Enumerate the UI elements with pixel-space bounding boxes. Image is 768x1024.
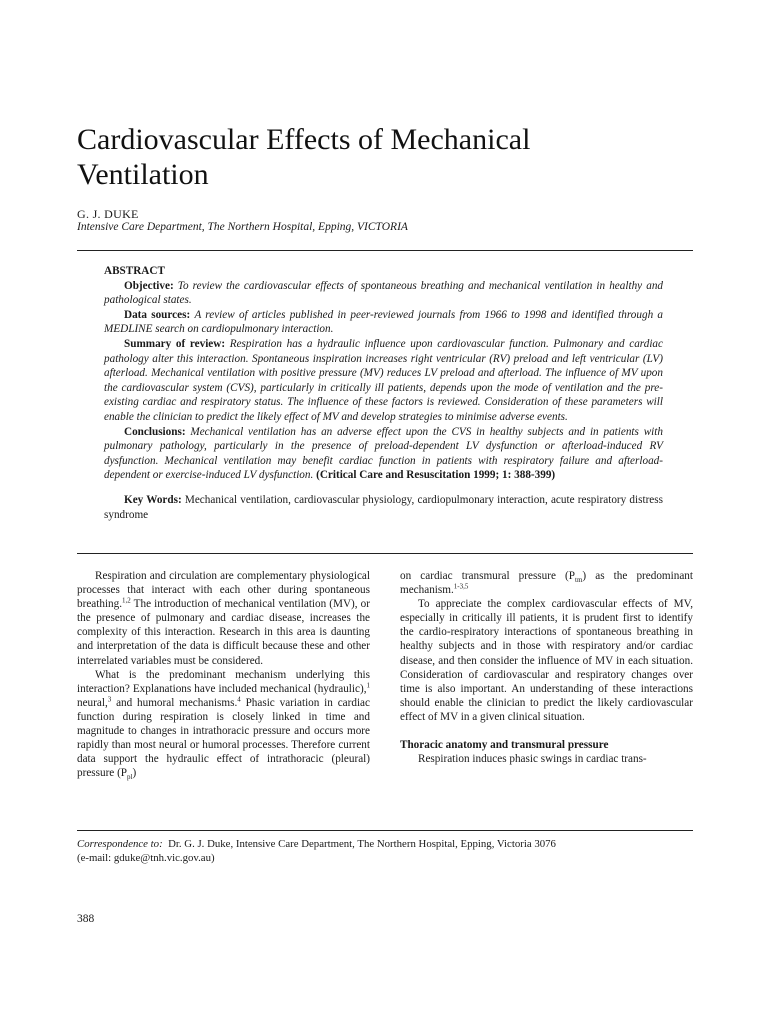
correspondence-text: Dr. G. J. Duke, Intensive Care Department, The Northern Hospital, Epping, Victoria 3076	[168, 838, 556, 850]
correspondence-label: Correspondence to:	[77, 838, 163, 850]
title-line-2: Ventilation	[77, 158, 209, 191]
data-sources-label: Data sources:	[124, 308, 191, 321]
abstract-objective	[104, 279, 663, 308]
pressure-subscript: tm	[575, 576, 583, 585]
left-p2-text-c: and humoral mechanisms.	[111, 696, 238, 709]
section-heading: Thoracic anatomy and transmural pressure	[400, 739, 609, 752]
right-p1-text-cont: ) as the predominant mechanism.	[400, 570, 693, 597]
correspondence-line	[77, 837, 693, 851]
top-divider	[77, 250, 693, 251]
objective-label: Objective:	[124, 279, 174, 292]
abstract-data-sources	[104, 308, 663, 337]
abstract-keywords	[104, 493, 663, 522]
left-p2-text: What is the predominant mechanism underlying this interaction? Explanations have included mechanical (hydraulic),	[77, 668, 370, 695]
objective-text: To review the cardiovascular effects of spontaneous breathing and mechanical ventilation in healthy and pathological states.	[104, 279, 664, 307]
abstract-block	[104, 264, 663, 522]
page-number: 388	[77, 913, 95, 925]
summary-label: Summary of review:	[124, 337, 226, 350]
left-p1-text-cont: The introduction of mechanical ventilation (MV), or the presence of pulmonary and cardiac disease, increases the complexity of this interaction. Research in this area is daunting and interpretation of the data is difficult because these and other interrelated variables must be considered.	[77, 598, 370, 667]
reference-superscript: 1-3,5	[453, 582, 469, 591]
title-line-1: Cardiovascular Effects of Mechanical	[77, 123, 531, 156]
reference-superscript: 1	[366, 681, 370, 690]
left-paragraph-2	[77, 668, 370, 781]
citation: (Critical Care and Resuscitation 1999; 1: 388-399)	[316, 469, 556, 482]
right-p1-text: on cardiac transmural pressure (P	[400, 570, 575, 582]
left-p1-text: Respiration and circulation are complementary physiological processes that interact with each other during spontaneous breathing.	[77, 570, 370, 611]
abstract-conclusions	[104, 425, 663, 483]
pressure-subscript: pl	[127, 773, 133, 782]
right-paragraph-2: To appreciate the complex cardiovascular effects of MV, especially in critically ill patients, it is prudent first to identify the cardio-respiratory interactions of spontaneous breathing in healthy subjects and in those with respiratory and/or cardiac disease, and then consider the influence of MV in each situation. Consideration of cardiovascular and respiratory changes over time is also important. An understanding of these interactions should enable the clinician to predict the likely cardiovascular effect of MV in a given clinical situation.	[400, 598, 693, 723]
conclusions-text: Mechanical ventilation has an adverse effect upon the CVS in healthy subjects and in patients with pulmonary pathology, particularly in the presence of preload-dependent LV dysfunction or afterload-induced RV dysfunction. Mechanical ventilation may benefit cardiac function in patients with respiratory failure and afterload-dependent or exercise-induced LV dysfunction.	[104, 425, 663, 482]
left-p2-text-e: )	[132, 767, 137, 780]
author-name: G. J. DUKE	[77, 207, 139, 221]
abstract-summary	[104, 337, 663, 425]
abstract-divider	[77, 553, 693, 554]
left-p2-text-b: neural,	[77, 696, 108, 709]
reference-superscript: 4	[237, 695, 241, 704]
right-paragraph-3: Respiration induces phasic swings in cardiac trans-	[418, 753, 647, 766]
summary-text: Respiration has a hydraulic influence upon cardiovascular function. Pulmonary and cardiac pathology alter this interaction. Spontaneous inspiration increases right ventricular (RV) preload and left ventricular (LV) afterload. Mechanical ventilation with positive pressure (MV) reduces LV preload and afterload. The influence of MV upon the cardiovascular system (CVS), particularly in critically ill patients, depends upon the mode of ventilation and the pre-existing cardiac and respiratory status. The influence of these factors is reviewed. Consideration of these parameters will enable the clinician to predict the likely effect of MV and develop strategies to minimise adverse events.	[104, 337, 663, 423]
left-paragraph-1	[77, 569, 370, 668]
left-column	[77, 569, 370, 780]
author-affiliation: Intensive Care Department, The Northern Hospital, Epping, VICTORIA	[77, 221, 408, 233]
right-paragraph-1	[400, 569, 693, 597]
keywords-label: Key Words:	[124, 493, 182, 506]
keywords-text: Mechanical ventilation, cardiovascular physiology, cardiopulmonary interaction, acute respiratory distress syndrome	[104, 493, 663, 521]
reference-superscript: 3	[107, 695, 112, 704]
article-title	[77, 122, 677, 192]
right-column	[400, 569, 693, 766]
footnote-divider	[77, 830, 693, 831]
data-sources-text: A review of articles published in peer-reviewed journals from 1966 to 1998 and identified through a MEDLINE search on cardiopulmonary interaction.	[104, 308, 664, 336]
conclusions-label: Conclusions:	[124, 425, 186, 438]
left-p2-text-d: Phasic variation in cardiac function during respiration is closely linked in time and magnitude to changes in intrathoracic pressure and occurs more rapidly than most neural or humoral processes. Therefore current data support the hydraulic effect of intrathoracic (pleural) pressure (P	[77, 696, 370, 780]
correspondence-email: (e-mail: gduke@tnh.vic.gov.au)	[77, 852, 215, 864]
reference-superscript: 1,2	[122, 596, 131, 605]
correspondence-footnote	[77, 837, 693, 865]
abstract-heading: ABSTRACT	[104, 265, 165, 277]
